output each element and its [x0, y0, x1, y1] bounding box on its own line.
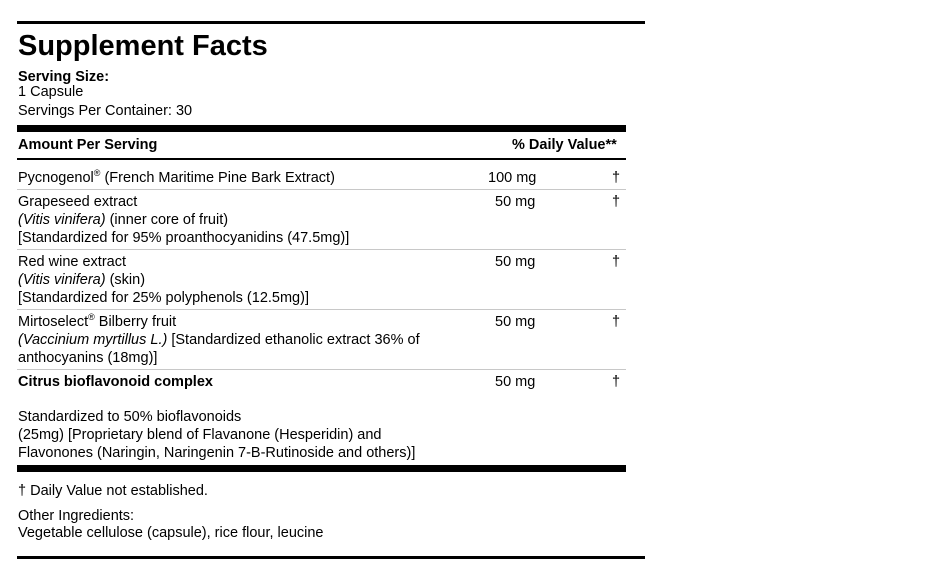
- row-redwine-detail: [Standardized for 25% polyphenols (12.5mg)]: [18, 290, 309, 306]
- row-redwine-name: Red wine extract: [18, 254, 126, 270]
- latin-rest: (skin): [105, 272, 146, 288]
- bottom-rule: [17, 556, 645, 559]
- other-ingredients-label: Other Ingredients:: [18, 508, 135, 524]
- header-daily-value: % Daily Value**: [512, 137, 617, 153]
- row-mirtoselect-latin: [18, 332, 420, 349]
- row-divider: [17, 309, 626, 310]
- ingredient-name: Pycnogenol: [18, 170, 94, 186]
- row-pycnogenol-name: [18, 170, 335, 187]
- other-ingredients-value: Vegetable cellulose (capsule), rice flour, leucine: [18, 525, 324, 541]
- row-grapeseed-latin: [18, 212, 228, 229]
- serving-size-label: Serving Size:: [18, 69, 110, 85]
- row-citrus-detail-1: Standardized to 50% bioflavonoids: [18, 409, 242, 425]
- ingredient-name-rest: (French Maritime Pine Bark Extract): [100, 170, 335, 186]
- row-redwine-latin: [18, 272, 145, 289]
- row-mirtoselect-dv: †: [612, 314, 621, 330]
- header-amount-per-serving: Amount Per Serving: [18, 137, 158, 153]
- latin-name: (Vaccinium myrtillus L.): [18, 332, 168, 348]
- top-rule: [17, 21, 645, 24]
- registered-mark: ®: [88, 312, 95, 322]
- servings-per-container: Servings Per Container: 30: [18, 103, 193, 119]
- row-citrus-detail-3: Flavonones (Naringin, Naringenin 7-B-Rutinoside and others)]: [18, 445, 416, 461]
- ingredient-name-rest: Bilberry fruit: [94, 314, 177, 330]
- label-title: Supplement Facts: [18, 30, 268, 62]
- daily-value-note: † Daily Value not established.: [18, 483, 208, 499]
- thick-rule-top: [17, 125, 626, 132]
- latin-rest: [Standardized ethanolic extract 36% of: [167, 332, 420, 348]
- row-pycnogenol-amount: 100 mg: [488, 170, 537, 186]
- header-rule: [17, 158, 626, 160]
- row-mirtoselect-amount: 50 mg: [495, 314, 536, 330]
- row-pycnogenol-dv: †: [612, 170, 621, 186]
- serving-size-value: 1 Capsule: [18, 84, 84, 100]
- latin-rest: (inner core of fruit): [105, 212, 229, 228]
- ingredient-name: Mirtoselect: [18, 314, 89, 330]
- row-divider: [17, 369, 626, 370]
- row-grapeseed-name: Grapeseed extract: [18, 194, 138, 210]
- row-divider: [17, 249, 626, 250]
- row-citrus-dv: †: [612, 374, 621, 390]
- registered-mark: ®: [93, 168, 101, 178]
- row-mirtoselect-detail: anthocyanins (18mg)]: [18, 350, 158, 366]
- row-grapeseed-amount: 50 mg: [495, 194, 536, 210]
- thick-rule-bottom: [17, 465, 626, 472]
- row-grapeseed-detail: [Standardized for 95% proanthocyanidins (47.5mg)]: [18, 230, 350, 246]
- row-citrus-name: Citrus bioflavonoid complex: [18, 374, 213, 390]
- row-redwine-dv: †: [612, 254, 621, 270]
- row-grapeseed-dv: †: [612, 194, 621, 210]
- row-citrus-detail-2: (25mg) [Proprietary blend of Flavanone (Hesperidin) and: [18, 427, 382, 443]
- row-citrus-amount: 50 mg: [495, 374, 536, 390]
- latin-name: (Vitis vinifera): [18, 212, 106, 228]
- row-mirtoselect-name: [18, 314, 176, 331]
- latin-name: (Vitis vinifera): [18, 272, 106, 288]
- row-divider: [17, 189, 626, 190]
- row-redwine-amount: 50 mg: [495, 254, 536, 270]
